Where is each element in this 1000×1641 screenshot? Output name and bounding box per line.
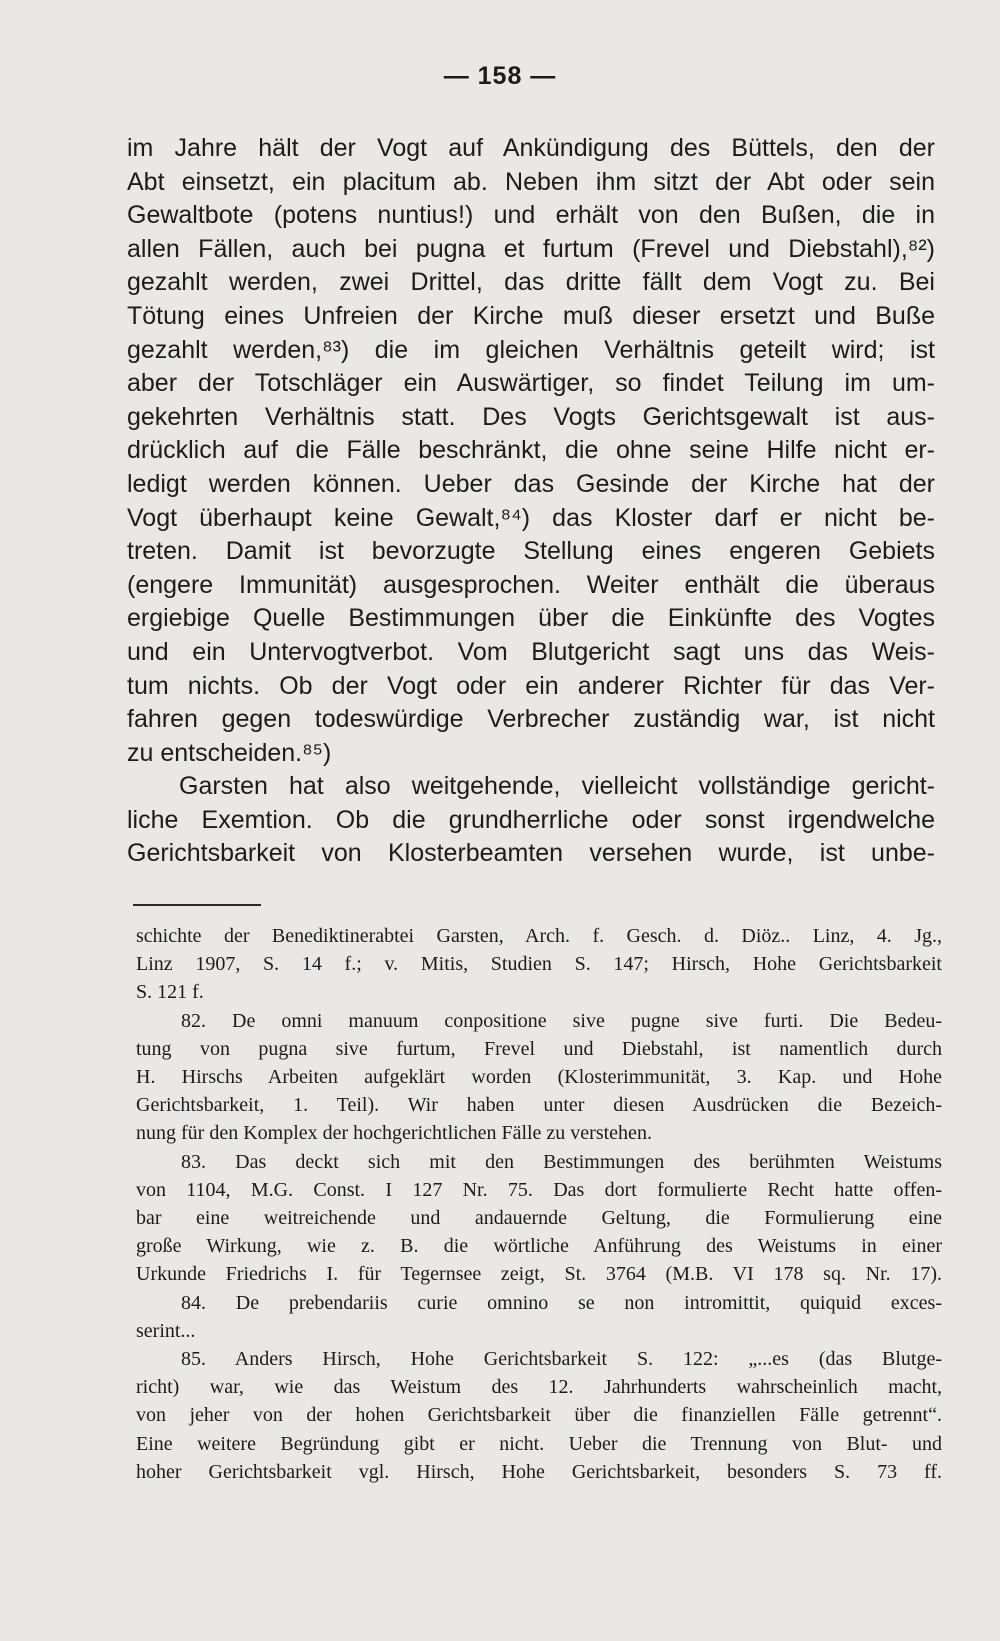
footnote-line: S. 121 f. xyxy=(136,981,204,1004)
footnote-85: 85. Anders Hirsch, Hohe Gerichtsbarkeit S. 122: „...es (das Blutge- xyxy=(181,1348,942,1371)
text-line: Gerichtsbarkeit von Klosterbeamten versehen wurde, ist unbe- xyxy=(127,839,935,868)
footnote-line: richt) war, wie das Weistum des 12. Jahrhunderts wahrscheinlich macht, xyxy=(136,1376,942,1399)
text-line: im Jahre hält der Vogt auf Ankündigung des Büttels, den der xyxy=(127,134,935,162)
footnote-line: von jeher von der hohen Gerichtsbarkeit über die finanziellen Fälle getrennt“. xyxy=(136,1404,942,1427)
text-line: allen Fällen, auch bei pugna et furtum (Frevel und Diebstahl),⁸²) xyxy=(127,234,935,263)
text-line: Tötung eines Unfreien der Kirche muß dieser ersetzt und Buße xyxy=(127,301,935,330)
footnote-line: Gerichtsbarkeit, 1. Teil). Wir haben unter diesen Ausdrücken die Bezeich- xyxy=(136,1094,942,1117)
footnote-line: tung von pugna sive furtum, Frevel und Diebstahl, ist namentlich durch xyxy=(136,1037,942,1060)
footnote-82: 82. De omni manuum conpositione sive pugne sive furti. Die Bedeu- xyxy=(181,1009,942,1032)
text-line: Gewaltbote (potens nuntius!) und erhält von den Bußen, die in xyxy=(127,201,935,230)
text-line: ergiebige Quelle Bestimmungen über die Einkünfte des Vogtes xyxy=(127,604,935,633)
page-number: — 158 — xyxy=(443,62,557,90)
text-line: Garsten hat also weitgehende, vielleicht vollständige gericht- xyxy=(179,772,935,801)
text-line: gezahlt werden, zwei Drittel, das dritte fällt dem Vogt zu. Bei xyxy=(127,268,935,297)
footnote-line: H. Hirschs Arbeiten aufgeklärt worden (Klosterimmunität, 3. Kap. und Hohe xyxy=(136,1066,942,1089)
footnote-line: Eine weitere Begründung gibt er nicht. Ueber die Trennung von Blut- und xyxy=(136,1432,942,1455)
footnote-line: große Wirkung, wie z. B. die wörtliche Anführung des Weistums in einer xyxy=(136,1235,942,1258)
text-line: Abt einsetzt, ein placitum ab. Neben ihm sitzt der Abt oder sein xyxy=(127,167,935,196)
text-line: ledigt werden können. Ueber das Gesinde der Kirche hat der xyxy=(127,469,935,498)
footnote-line: serint... xyxy=(136,1319,196,1342)
footnotes xyxy=(136,922,942,1486)
footnote-line: bar eine weitreichende und andauernde Geltung, die Formulierung eine xyxy=(136,1207,942,1230)
footnote-83: 83. Das deckt sich mit den Bestimmungen des berühmten Weistums xyxy=(181,1150,942,1173)
text-line: gekehrten Verhältnis statt. Des Vogts Gerichtsgewalt ist aus- xyxy=(127,402,935,431)
main-text-body xyxy=(127,132,935,871)
text-line: zu entscheiden.⁸⁵) xyxy=(127,738,332,767)
footnote-line: hoher Gerichtsbarkeit vgl. Hirsch, Hohe Gerichtsbarkeit, besonders S. 73 ff. xyxy=(136,1460,942,1483)
text-line: (engere Immunität) ausgesprochen. Weiter enthält die überaus xyxy=(127,570,935,599)
text-line: aber der Totschläger ein Auswärtiger, so findet Teilung im um- xyxy=(127,369,935,398)
text-line: Vogt überhaupt keine Gewalt,⁸⁴) das Kloster darf er nicht be- xyxy=(127,503,935,532)
text-line: liche Exemtion. Ob die grundherrliche oder sonst irgendwelche xyxy=(127,805,935,834)
footnote-line: von 1104, M.G. Const. I 127 Nr. 75. Das dort formulierte Recht hatte offen- xyxy=(136,1178,942,1201)
text-line: fahren gegen todeswürdige Verbrecher zuständig war, ist nicht xyxy=(127,705,935,734)
footnote-84: 84. De prebendariis curie omnino se non intromittit, quiquid exces- xyxy=(181,1291,942,1314)
text-line: drücklich auf die Fälle beschränkt, die ohne seine Hilfe nicht er- xyxy=(127,436,935,465)
footnote-line: Urkunde Friedrichs I. für Tegernsee zeigt, St. 3764 (M.B. VI 178 sq. Nr. 17). xyxy=(136,1263,942,1286)
footnote-divider xyxy=(133,904,261,906)
text-line: gezahlt werden,⁸³) die im gleichen Verhältnis geteilt wird; ist xyxy=(127,335,935,364)
text-line: und ein Untervogtverbot. Vom Blutgericht sagt uns das Weis- xyxy=(127,637,935,666)
footnote-line: Linz 1907, S. 14 f.; v. Mitis, Studien S. 147; Hirsch, Hohe Gerichtsbarkeit xyxy=(136,953,942,976)
footnote-line: schichte der Benediktinerabtei Garsten, Arch. f. Gesch. d. Diöz.. Linz, 4. Jg., xyxy=(136,925,942,947)
text-line: treten. Damit ist bevorzugte Stellung eines engeren Gebiets xyxy=(127,537,935,566)
footnote-line: nung für den Komplex der hochgerichtlichen Fälle zu verstehen. xyxy=(136,1122,652,1145)
text-line: tum nichts. Ob der Vogt oder ein anderer Richter für das Ver- xyxy=(127,671,935,700)
